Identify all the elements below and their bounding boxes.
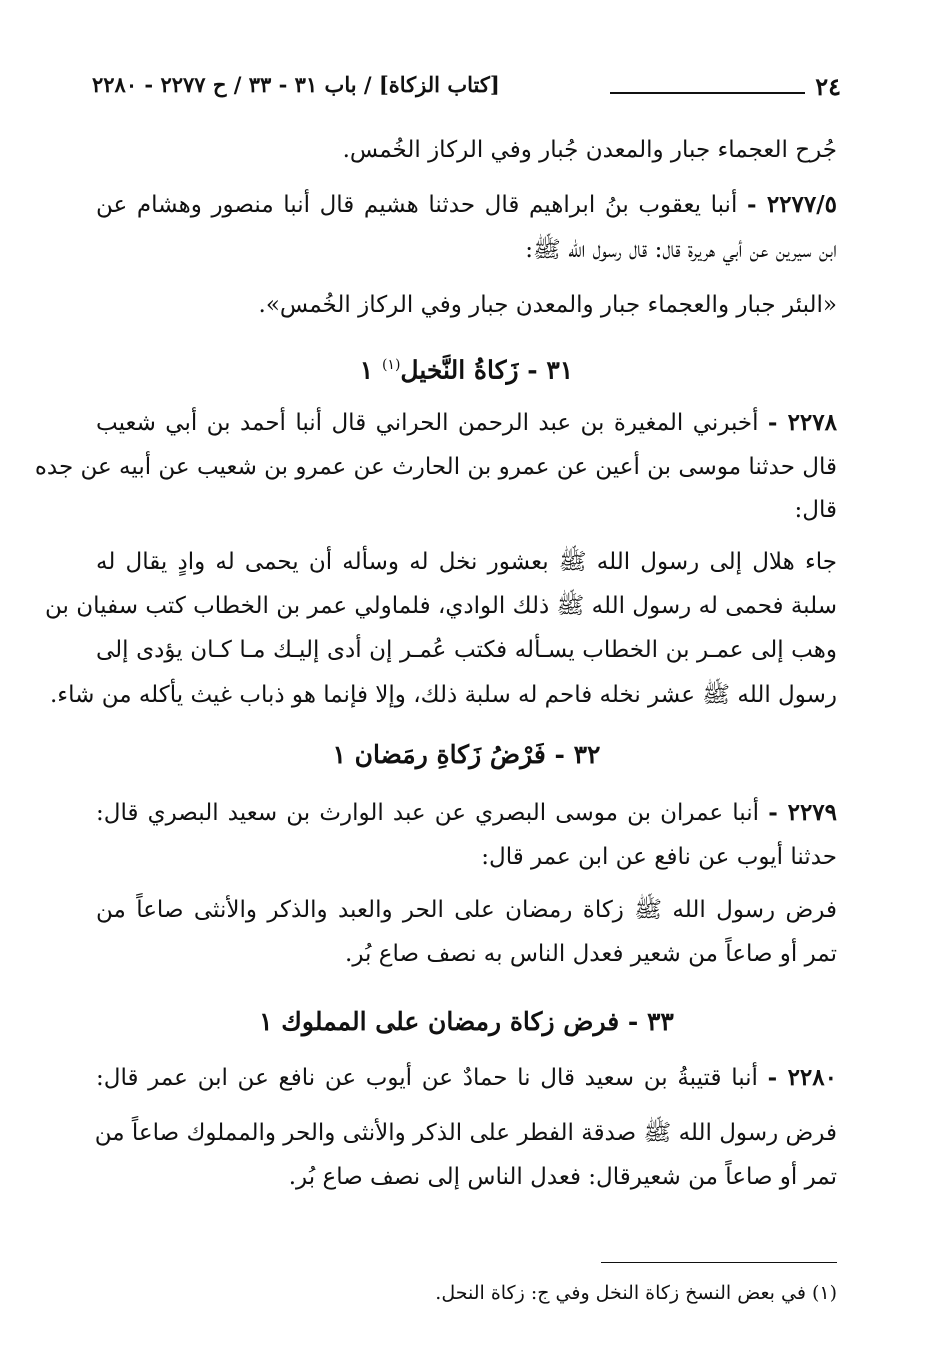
hadith-number: ٢٢٧٨ -: [767, 409, 837, 436]
text-span: أنبا يعقوب بنُ ابراهيم قال حدثنا هشيم قال أنبا منصور وهشام عن: [96, 192, 747, 218]
hadith-number: ٢٢٧٩ -: [768, 799, 838, 826]
heading-suffix: ١: [359, 355, 382, 385]
footnote: (١) في بعض النسخ زكاة النخل وفي ج: زكاة النحل.: [435, 1282, 837, 1304]
text-line: قال حدثنا موسى بن أعين عن عمرو بن الحارث عن عمرو بن شعيب عن أبيه عن جده: [34, 454, 837, 480]
text-span: أنبا قتيبةُ بن سعيد قال نا حمادٌ عن أيوب عن نافع عن ابن عمر قال:: [96, 1065, 768, 1091]
page-number: ٢٤: [815, 72, 841, 101]
text-line: فرض رسول الله ﷺ صدقة الفطر على الذكر والأنثى والحر والمملوك صاعاً من: [94, 1120, 837, 1146]
text-line: جُرح العجماء جبار والمعدن جُبار وفي الركاز الخُمس.: [342, 137, 837, 163]
text-span: أنبا عمران بن موسى البصري عن عبد الوارث بن سعيد البصري قال:: [96, 800, 769, 826]
text-line: رسول الله ﷺ عشر نخله فاحم له سلبة ذلك، وإلا فإنما هو ذباب غيث يأكله من شاء.: [49, 682, 837, 708]
running-title: [كتاب الزكاة] / باب ٣١ - ٣٣ / ح ٢٢٧٧ - ٢٢٨٠: [92, 72, 500, 97]
text-line: قال:: [794, 497, 837, 523]
heading-text: ٣١ - زَكاةُ النَّخيل: [400, 355, 574, 385]
hadith-number: ٢٢٨٠ -: [767, 1064, 837, 1091]
header-rule: [610, 92, 805, 94]
text-line: ابن سيرين عن أبي هريرة قال: قال رسول الله ﷺ:: [525, 237, 837, 263]
page-header: [92, 72, 841, 106]
chapter-heading-31: [96, 345, 837, 390]
footnote-ref: (١): [381, 357, 401, 373]
text-line: تمر أو صاعاً من شعيرقال: فعدل الناس إلى نصف صاع بُر.: [288, 1164, 837, 1190]
text-line: وهب إلى عمـر بن الخطاب يسـأله فكتب عُمـر إن أدى إليـك مـا كـان يؤدى إلى: [96, 637, 837, 663]
chapter-heading-32: ٣٢ - فَرْضُ زَكاةِ رمَضان ١: [332, 740, 601, 769]
text-span: أخبرني المغيرة بن عبد الرحمن الحراني قال أنبا أحمد بن أبي شعيب: [96, 410, 768, 436]
text-line: سلبة فحمى له رسول الله ﷺ ذلك الوادي، فلماولي عمر بن الخطاب كتب سفيان بن: [45, 593, 837, 619]
text-line: «البئر جبار والعجماء جبار والمعدن جبار وفي الركاز الخُمس».: [258, 292, 837, 318]
text-line: فرض رسول الله ﷺ زكاة رمضان على الحر والعبد والذكر والأنثى صاعاً من: [96, 897, 837, 923]
hadith-2278-line: [96, 403, 837, 443]
hadith-2280-line: [96, 1058, 837, 1098]
hadith-number: ٢٢٧٧/٥ -: [746, 191, 837, 218]
chapter-heading-33: ٣٣ - فرض زكاة رمضان على المملوك ١: [259, 1007, 674, 1036]
footnote-rule: [601, 1262, 837, 1263]
hadith-2277-line: [96, 185, 837, 225]
text-line: حدثنا أيوب عن نافع عن ابن عمر قال:: [481, 844, 837, 870]
hadith-2279-line: [96, 793, 837, 833]
text-line: جاء هلال إلى رسول الله ﷺ بعشور نخل له وسأله أن يحمى له وادٍ يقال له: [96, 549, 837, 575]
text-line: تمر أو صاعاً من شعير فعدل الناس به نصف صاع بُر.: [345, 941, 837, 967]
